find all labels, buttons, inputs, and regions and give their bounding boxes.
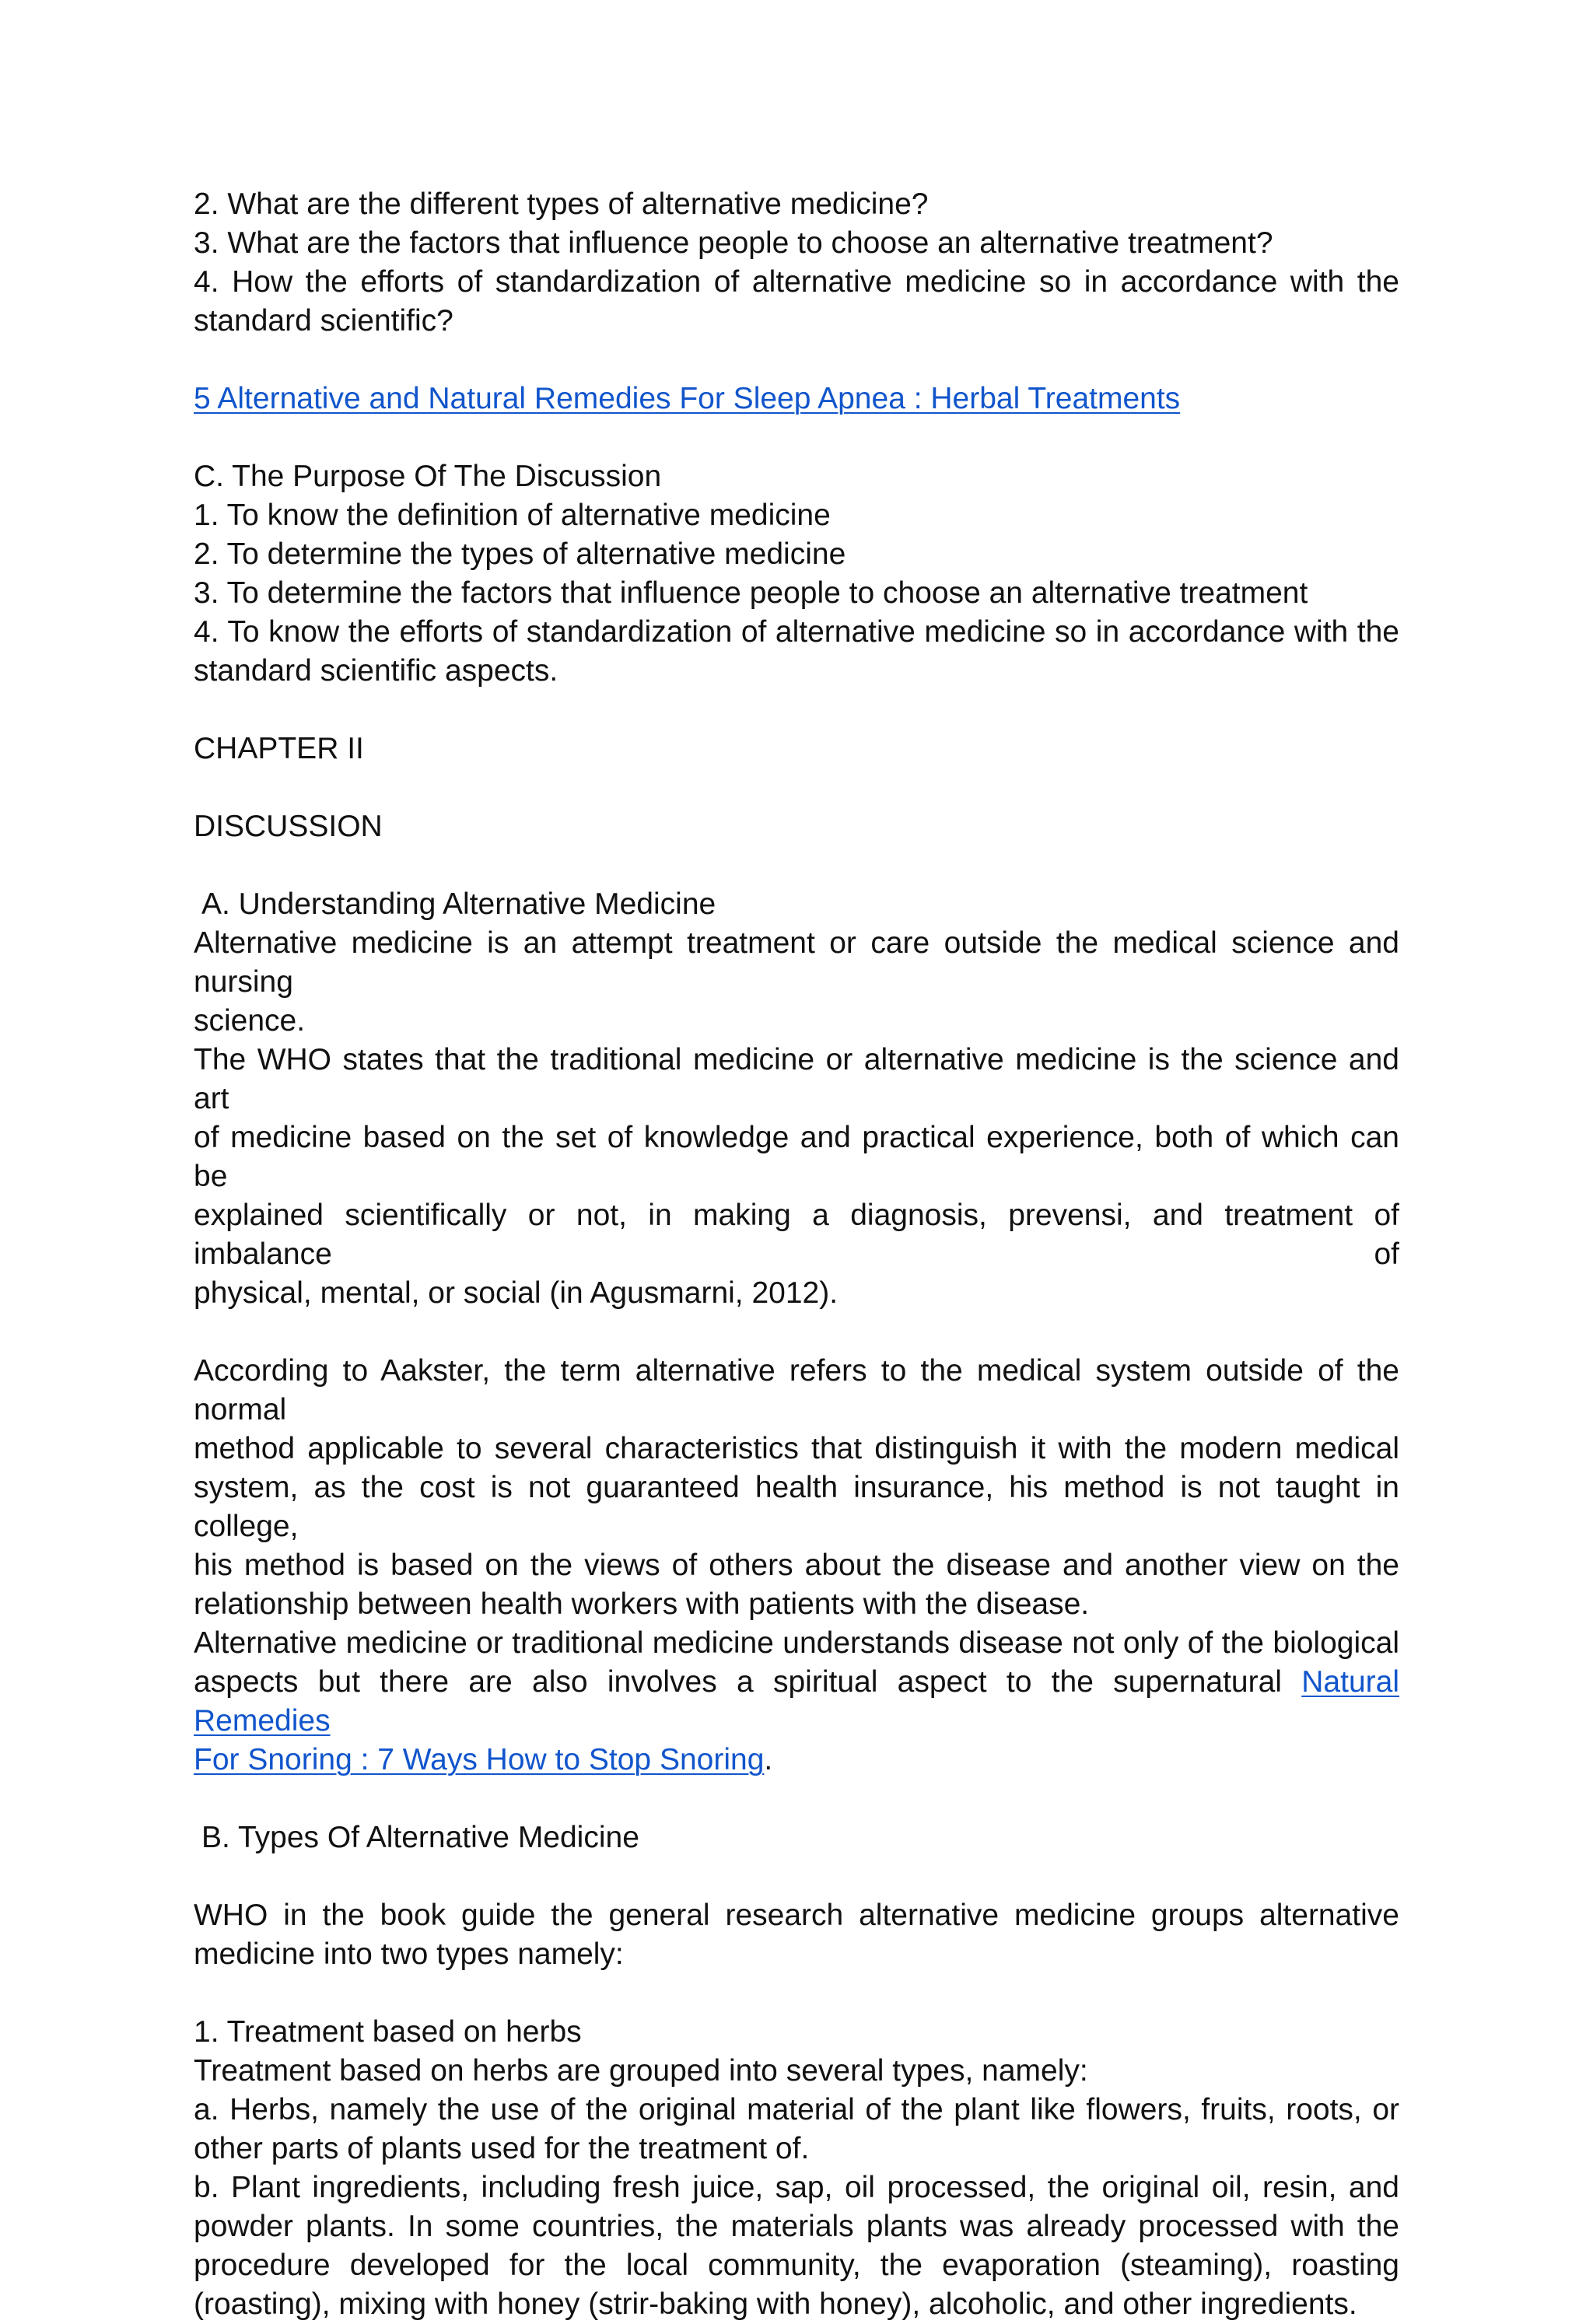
sleep-apnea-link[interactable]: 5 Alternative and Natural Remedies For Sleep Apnea : Herbal Treatments — [194, 382, 1181, 415]
who-line-2: medicine into two types namely: — [194, 1937, 624, 1971]
question-3: 3. What are the factors that influence people to choose an alternative treatment? — [194, 226, 1273, 260]
herb-line-4: other parts of plants used for the treatment of. — [194, 2132, 810, 2165]
purpose-item-2: 2. To determine the types of alternative medicine — [194, 537, 846, 571]
herb-line-3: a. Herbs, namely the use of the original material of the plant like flowers, fruits, roots, or — [194, 2093, 1399, 2126]
spiritual-line-text: aspects but there are also involves a spiritual aspect to the supernatural — [194, 1665, 1282, 1699]
purpose-heading: C. The Purpose Of The Discussion — [194, 460, 662, 493]
discussion-heading: DISCUSSION — [194, 810, 383, 843]
section-a-line-4: of medicine based on the set of knowledge and practical experience, both of which can be — [194, 1121, 1399, 1193]
section-a-line-5: explained scientifically or not, in making a diagnosis, prevensi, and treatment of imbalance of — [194, 1199, 1399, 1271]
section-a-line-3: The WHO states that the traditional medicine or alternative medicine is the science and art — [194, 1043, 1399, 1115]
aakster-line-3: system, as the cost is not guaranteed health insurance, his method is not taught in college, — [194, 1471, 1399, 1543]
aakster-line-2: method applicable to several characteristics that distinguish it with the modern medical — [194, 1432, 1399, 1465]
question-4: 4. How the efforts of standardization of alternative medicine so in accordance with the — [194, 265, 1399, 299]
snoring-link-part2[interactable]: For Snoring : 7 Ways How to Stop Snoring — [194, 1743, 765, 1776]
herb-line-2: Treatment based on herbs are grouped into several types, namely: — [194, 2054, 1088, 2088]
section-a-line-2: science. — [194, 1004, 306, 1038]
snoring-line — [194, 1741, 1399, 1780]
who-line-1: WHO in the book guide the general research alternative medicine groups alternative — [194, 1899, 1399, 1932]
aakster-line-5: relationship between health workers with patients with the disease. — [194, 1587, 1090, 1621]
aakster-line-4: his method is based on the views of others about the disease and another view on the — [194, 1549, 1399, 1582]
section-a-heading: A. Understanding Alternative Medicine — [201, 887, 716, 921]
herb-line-5: b. Plant ingredients, including fresh juice, sap, oil processed, the original oil, resin, and — [194, 2171, 1399, 2204]
herb-line-1: 1. Treatment based on herbs — [194, 2015, 582, 2049]
question-4-cont: standard scientific? — [194, 304, 453, 338]
aakster-line-1: According to Aakster, the term alternative refers to the medical system outside of the normal — [194, 1354, 1399, 1426]
section-b-heading: B. Types Of Alternative Medicine — [201, 1821, 639, 1854]
snoring-link-part1[interactable]: Natural Remedies — [194, 1665, 1399, 1738]
purpose-item-4: 4. To know the efforts of standardization of alternative medicine so in accordance with the — [194, 615, 1399, 649]
chapter-heading: CHAPTER II — [194, 732, 364, 765]
section-a-line-6: physical, mental, or social (in Agusmarni, 2012). — [194, 1276, 839, 1310]
spiritual-line — [194, 1663, 1399, 1741]
section-a-line-1: Alternative medicine is an attempt treatment or care outside the medical science and nursing — [194, 926, 1399, 999]
herb-line-6: powder plants. In some countries, the materials plants was already processed with the — [194, 2210, 1399, 2243]
herb-line-8: (roasting), mixing with honey (strir-baking with honey), alcoholic, and other ingredients. — [194, 2287, 1357, 2321]
question-2: 2. What are the different types of alternative medicine? — [194, 187, 929, 221]
purpose-item-3: 3. To determine the factors that influence people to choose an alternative treatment — [194, 576, 1308, 610]
purpose-item-1: 1. To know the definition of alternative medicine — [194, 499, 831, 532]
aakster-line-6: Alternative medicine or traditional medicine understands disease not only of the biological — [194, 1626, 1399, 1660]
snoring-period: . — [764, 1743, 773, 1776]
purpose-item-4-cont: standard scientific aspects. — [194, 654, 558, 688]
herb-line-7: procedure developed for the local community, the evaporation (steaming), roasting — [194, 2249, 1399, 2282]
